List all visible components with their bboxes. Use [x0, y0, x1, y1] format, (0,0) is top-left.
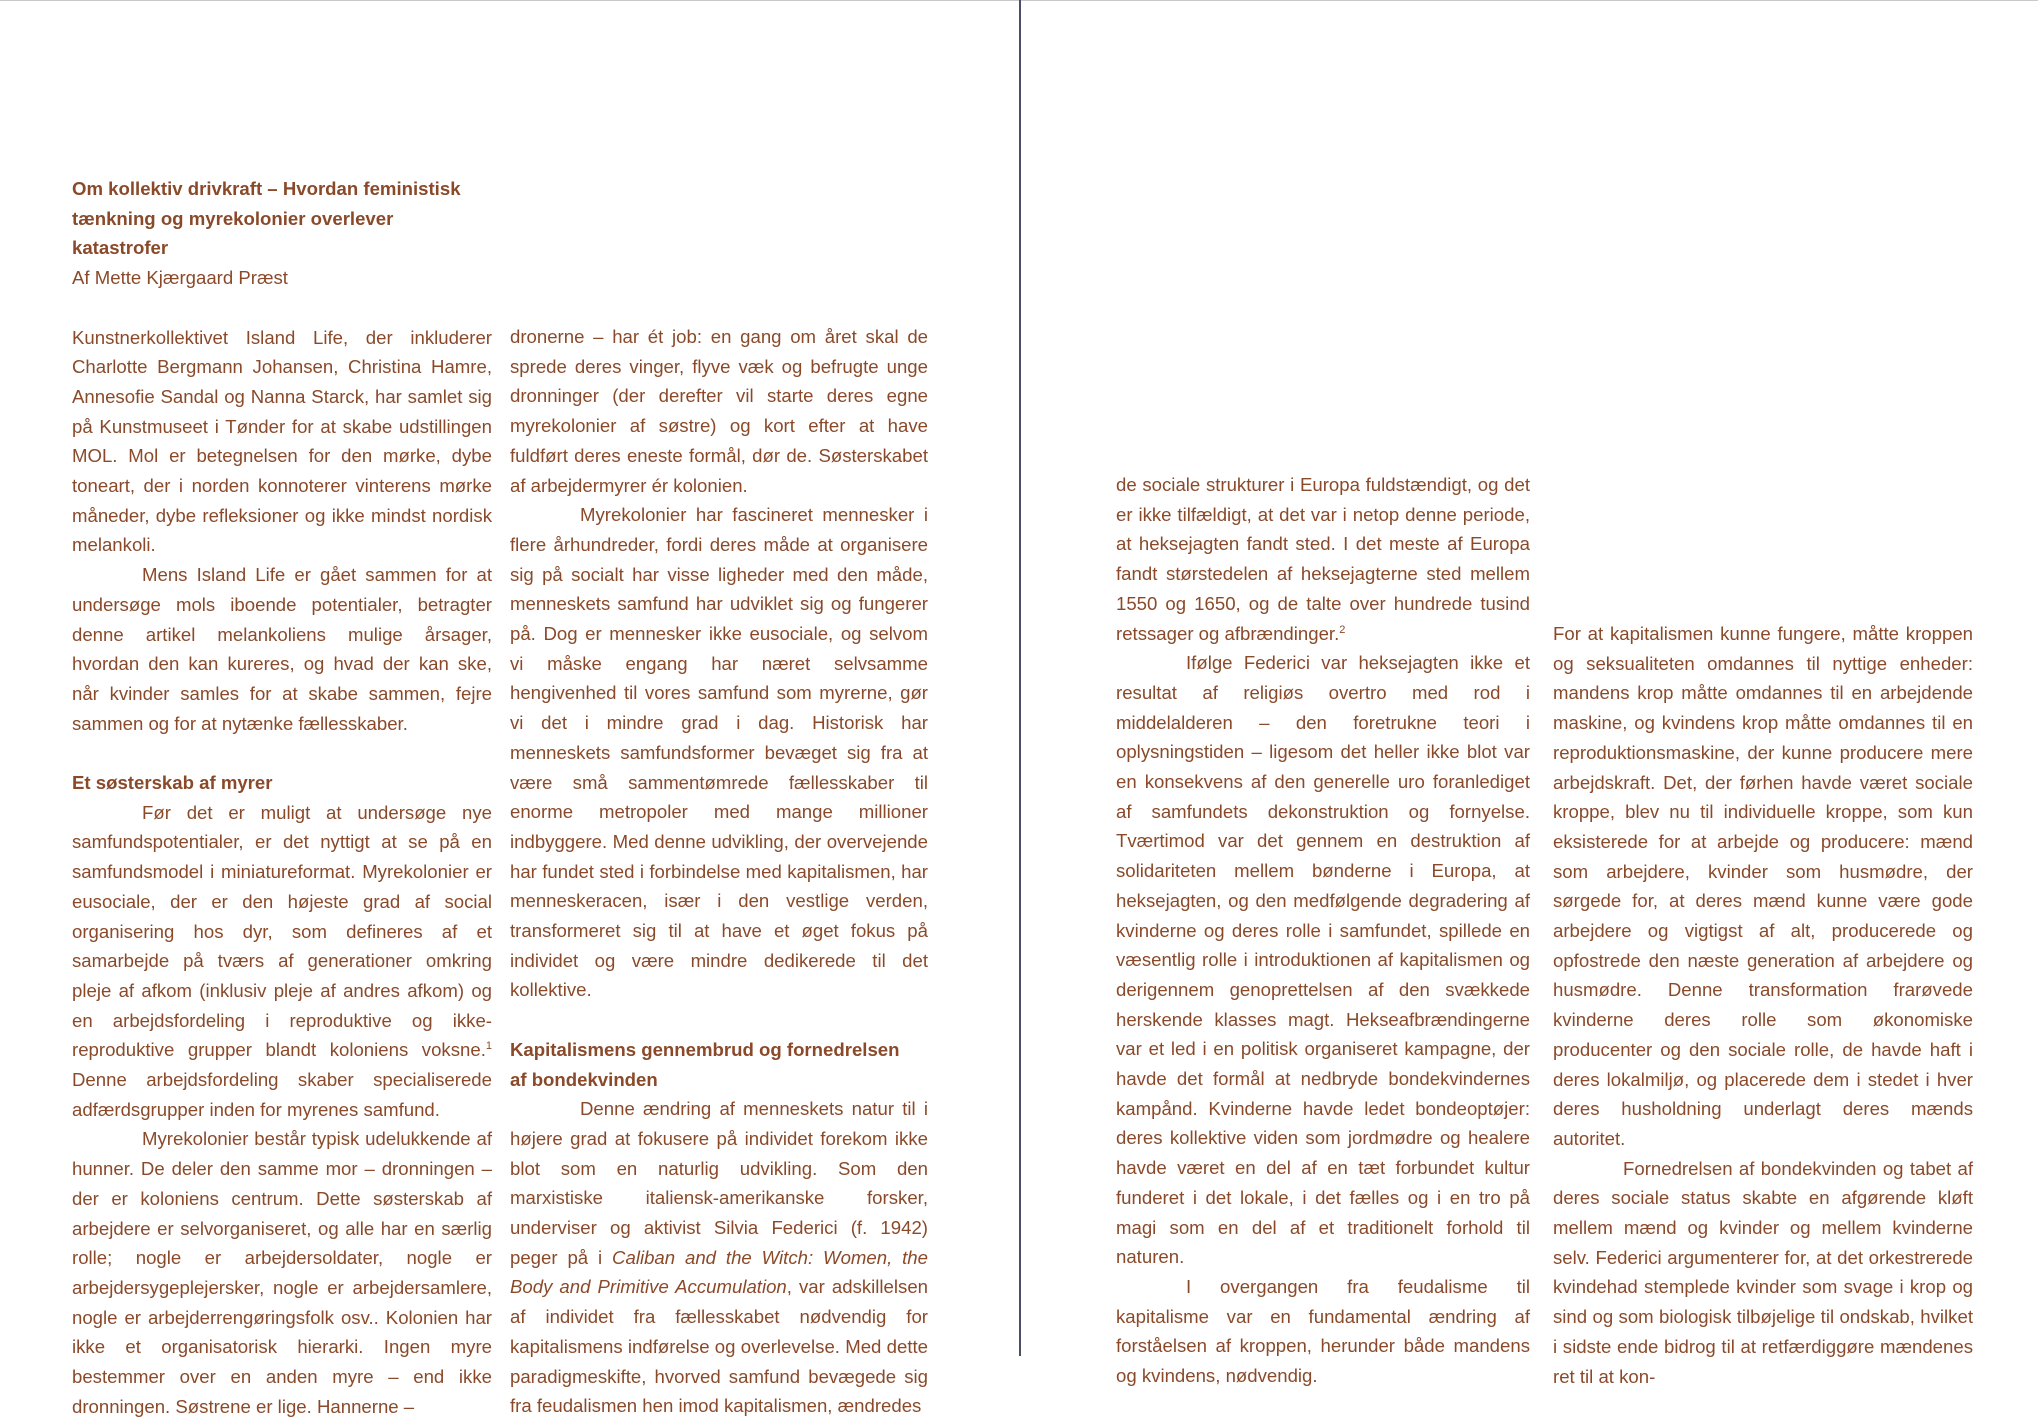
left-page-column-2: [510, 322, 928, 1421]
paragraph: Denne ændring af menneskets natur til i højere grad at fokusere på individet forekom ikke blot som en naturlig udvikling. Som den marxistiske italiensk-amerikanske forsker, underviser og aktivist Silvia Federici (f. 1942) peger på i Caliban and the Witch: Women, the Body and Primitive Accumulation, var adskillelsen af individet fra fællesskabet nødvendig for kapitalismens indførelse og overlevelse. Med dette paradigmeskifte, hvorved samfund bevægede sig fra feudalismen hen imod kapitalismen, ændredes: [510, 1098, 929, 1417]
left-page-column-1: [72, 174, 492, 1422]
paragraph: For at kapitalismen kunne fungere, måtte kroppen og seksualiteten omdannes til nyttige enheder: mandens krop måtte omdannes til en arbejdende maskine, og kvindens krop måtte omdannes til en reproduktionsmaskine, der kunne producere mere arbejdskraft. Det, der førhen havde været sociale kroppe, blev nu til individuelle kroppe, som kun eksisterede for at arbejde og producere: mænd som arbejdere, kvinder som husmødre, der sørgede for, at deres mænd kunne være gode arbejdere og vigtigst af alt, producerede og opfostrede den næste generation af arbejdere og husmødre. Denne transformation frarøvede kvinderne deres rolle som økonomiske producenter og den sociale rolle, de havde haft i deres lokalmiljø, og placerede dem i stedet i hver deres husholdning underlagt deres mænds autoritet.: [1553, 623, 1973, 1149]
footnote-ref: 2: [1339, 623, 1346, 636]
article-title: [72, 174, 492, 263]
paragraph: Ifølge Federici var heksejagten ikke et resultat af religiøs overtro med rod i middelalderen – den foretrukne teori i oplysningstiden – ligesom det heller ikke blot var en konsekvens af den generelle uro foranlediget af samfundets dekonstruktion og fornyelse. Tværtimod var det gennem en destruktion af solidariteten mellem bønderne i Europa, at heksejagten, og den medfølgende degradering af kvinderne og deres rolle i samfundet, spillede en væsentlig rolle i introduktionen af kapitalismen og derigennem genoprettelsen af den svækkede herskende klasses magt. Hekseafbrændingerne var et led i en politisk organiseret kampagne, der havde det formål at nedbryde bondekvindernes kampånd. Kvinderne havde ledet bondeoptøjer: deres kollektive viden som jordmødre og healere havde været en del af en tæt forbundet kultur funderet i det lokale, i det fælles og i en tro på magi som en del af et traditionelt forhold til naturen.: [1116, 652, 1530, 1268]
paragraph: Fornedrelsen af bondekvinden og tabet af deres sociale status skabte en afgørende kløft mellem mænd og kvinder og mellem kvinderne selv. Federici argumenterer for, at det orkestrerede kvindehad stemplede kvinder som svage i krop og sind og som biologisk tilbøjelige til ondskab, hvilket i sidste ende bidrog til at retfærdiggøre mændenes ret til at kon-: [1553, 1157, 1973, 1387]
article-title-line-1: Om kollektiv drivkraft – Hvordan feministisk: [72, 178, 461, 199]
paragraph: Myrekolonier består typisk udelukkende af hunner. De deler den samme mor – dronningen – der er koloniens centrum. Dette søsterskab af arbejdere er selvorganiseret, og alle har en særlig rolle; nogle er arbejdersoldater, nogle er arbejdersygeplejersker, nogle er arbejdersamlere, nogle er arbejderrengøringsfolk osv.. Kolonien har ikke et organisatorisk hierarki. Ingen myre bestemmer over en anden myre – end ikke dronningen. Søstrene er lige. Hannerne –: [72, 1128, 492, 1417]
page-spine: [1019, 0, 1021, 1356]
paragraph: Mens Island Life er gået sammen for at undersøge mols iboende potentialer, betragter denne artikel melankoliens mulige årsager, hvordan den kan kureres, og hvad der kan ske, når kvinder samles for at skabe sammen, fejre sammen og for at nytænke fællesskaber.: [72, 564, 492, 734]
paragraph: Kunstnerkollektivet Island Life, der inkluderer Charlotte Bergmann Johansen, Christina Hamre, Annesofie Sandal og Nanna Starck, har samlet sig på Kunstmuseet i Tønder for at skabe udstillingen MOL. Mol er betegnelsen for den mørke, dybe toneart, der i norden konnoterer vinterens mørke måneder, dybe refleksioner og ikke mindst nordisk melankoli.: [72, 326, 492, 556]
article-title-line-2: tænkning og myrekolonier overlever katastrofer: [72, 207, 394, 259]
paragraph: Før det er muligt at undersøge nye samfundspotentialer, er det nyttigt at se på en samfundsmodel i miniatureformat. Myrekolonier er eusociale, der er den højeste grad af social organisering hos dyr, som defineres af et samarbejde på tværs af generationer omkring pleje af afkom (inklusiv pleje af andres afkom) og en arbejdsfordeling i reproduktive og ikke-reproduktive grupper blandt koloniens voksne.$^1$ Denne arbejdsfordeling skaber specialiserede adfærdsgrupper inden for myrenes samfund.: [72, 801, 492, 1120]
book-title: Caliban and the Witch: Women, the Body and Primitive Accumulation: [510, 1246, 928, 1298]
section-heading: Et søsterskab af myrer: [72, 772, 273, 794]
right-page-column-1: [1116, 470, 1530, 1391]
section-heading: Kapitalismens gennembrud og fornedrelsen af bondekvinden: [510, 1038, 900, 1090]
article-byline: Af Mette Kjærgaard Præst: [72, 267, 288, 289]
paragraph: dronerne – har ét job: en gang om året skal de sprede deres vinger, flyve væk og befrugte unge dronninger (der derefter vil starte deres egne myrekolonier af søstre) og kort efter at have fuldført deres eneste formål, dør de. Søsterskabet af arbejdermyrer ér kolonien.: [510, 326, 928, 496]
right-page-column-2: [1553, 619, 1973, 1391]
footnote-ref: 1: [485, 1040, 492, 1053]
paragraph: de sociale strukturer i Europa fuldstændigt, og det er ikke tilfældigt, at det var i netop denne periode, at heksejagten fandt sted. I det meste af Europa fandt størstedelen af heksejagterne sted mellem 1550 og 1650, og de talte over hundrede tusind retssager og afbrændinger.$^2$: [1116, 474, 1530, 644]
paragraph: Myrekolonier har fascineret mennesker i flere århundreder, fordi deres måde at organisere sig på socialt har visse ligheder med den måde, menneskets samfund har udviklet sig og fungerer på. Dog er mennesker ikke eusociale, og selvom vi måske engang har næret selvsamme hengivenhed til vores samfund som myrerne, gør vi det i mindre grad i dag. Historisk har menneskets samfundsformer bevæget sig fra at være små sammentømrede fællesskaber til enorme metropoler med mange millioner indbyggere. Med denne udvikling, der overvejende har fundet sted i forbindelse med kapitalismen, har menneskeracen, især i den vestlige verden, transformeret sig til at have et øget fokus på individet og være mindre dedikerede til det kollektive.: [510, 504, 928, 1001]
paragraph: I overgangen fra feudalisme til kapitalisme var en fundamental ændring af forståelsen af kroppen, herunder både mandens og kvindens, nødvendig.: [1116, 1275, 1530, 1387]
